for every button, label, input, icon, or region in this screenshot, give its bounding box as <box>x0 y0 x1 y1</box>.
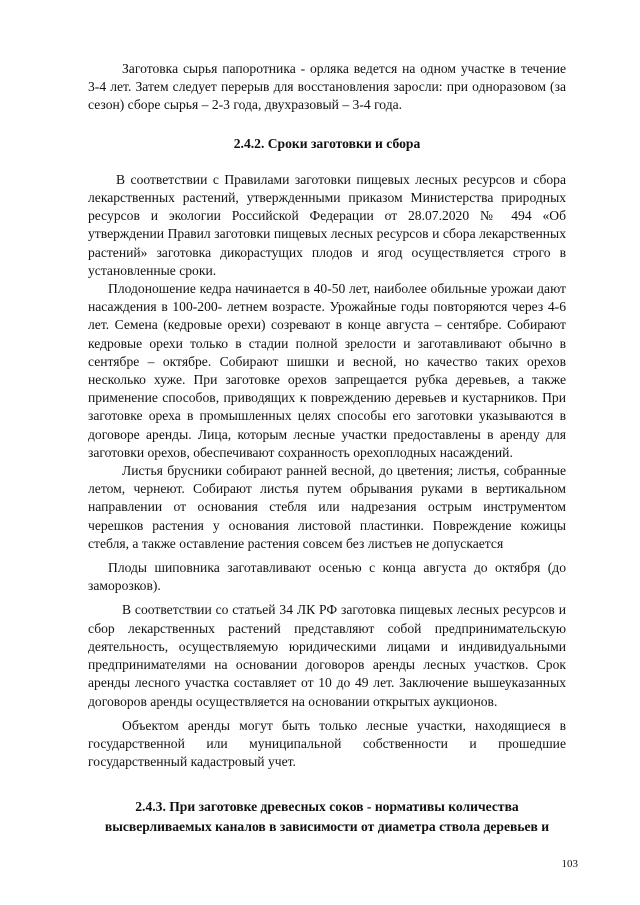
section-heading-2-4-3-line-1: 2.4.3. При заготовке древесных соков - нормативы количества <box>135 799 519 815</box>
paragraph-article-34: В соответствии со статьей 34 ЛК РФ заготовка пищевых лесных ресурсов и сбор лекарственных растений представляют собой предпринимательскую деятельность, осуществляемую юридическими лицами и индивидуальными предпринимателями на основании договоров аренды лесных участков. Срок аренды лесного участка составляет от 10 до 49 лет. Заключение вышеуказанных договоров аренды осуществляется на основании открытых аукционов. <box>88 602 566 709</box>
paragraph-lingonberry: Листья брусники собирают ранней весной, до цветения; листья, собранные летом, чернеют. Собирают листья путем обрывания руками в вертикальном направлении от основания стебля или надрезания острым инструментом черешков растения у основания листовой пластинки. Повреждение кожицы стебля, а также оставление растения совсем без листьев не допускается <box>88 463 566 551</box>
paragraph-cedar: Плодоношение кедра начинается в 40-50 лет, наиболее обильные урожаи дают насаждения в 100-200- летнем возрасте. Урожайные годы повторяются через 4-6 лет. Семена (кедровые орехи) созревают в конце августа – сентябре. Собирают кедровые орехи только в стадии полной зрелости и заготавливают обычно в сентябре – октябре. Собирают шишки и весной, но качество таких орехов несколько хуже. При заготовке орехов запрещается рубка деревьев, а также применение способов, приводящих к повреждению деревьев и кустарников. При заготовке ореха в промышленных целях способы его заготовки указываются в договоре аренды. Лица, которым лесные участки предоставлены в аренду для заготовки орехов, обеспечивают сохранность орехоплодных насаждений. <box>88 281 566 460</box>
paragraph-rules: В соответствии с Правилами заготовки пищевых лесных ресурсов и сбора лекарственных растений, утвержденными приказом Министерства природных ресурсов и экологии Российской Федерации от 28.07.2020 № 494 «Об утверждении Правил заготовки пищевых лесных ресурсов и сбора лекарственных растений» заготовка дикорастущих плодов и ягод осуществляется строго в установленные сроки. <box>88 171 566 278</box>
paragraph-lease-object: Объектом аренды могут быть только лесные участки, находящиеся в государственной или муниципальной собственности и прошедшие государственный кадастровый учет. <box>88 717 566 770</box>
section-heading-2-4-3 <box>88 797 566 837</box>
intro-paragraph: Заготовка сырья папоротника - орляка ведется на одном участке в течение 3-4 лет. Затем следует перерыв для восстановления заросли: при одноразовом (за сезон) сборе сырья – 2-3 года, двухразовый – 3-4 года. <box>88 61 566 113</box>
page-number: 103 <box>561 858 578 870</box>
paragraph-rosehip: Плоды шиповника заготавливают осенью с конца августа до октября (до заморозков). <box>88 560 566 594</box>
section-heading-2-4-2: 2.4.2. Сроки заготовки и сбора <box>233 135 421 151</box>
section-heading-2-4-3-line-2: высверливаемых каналов в зависимости от диаметра ствола деревьев и <box>104 819 550 835</box>
document-page <box>88 60 566 837</box>
